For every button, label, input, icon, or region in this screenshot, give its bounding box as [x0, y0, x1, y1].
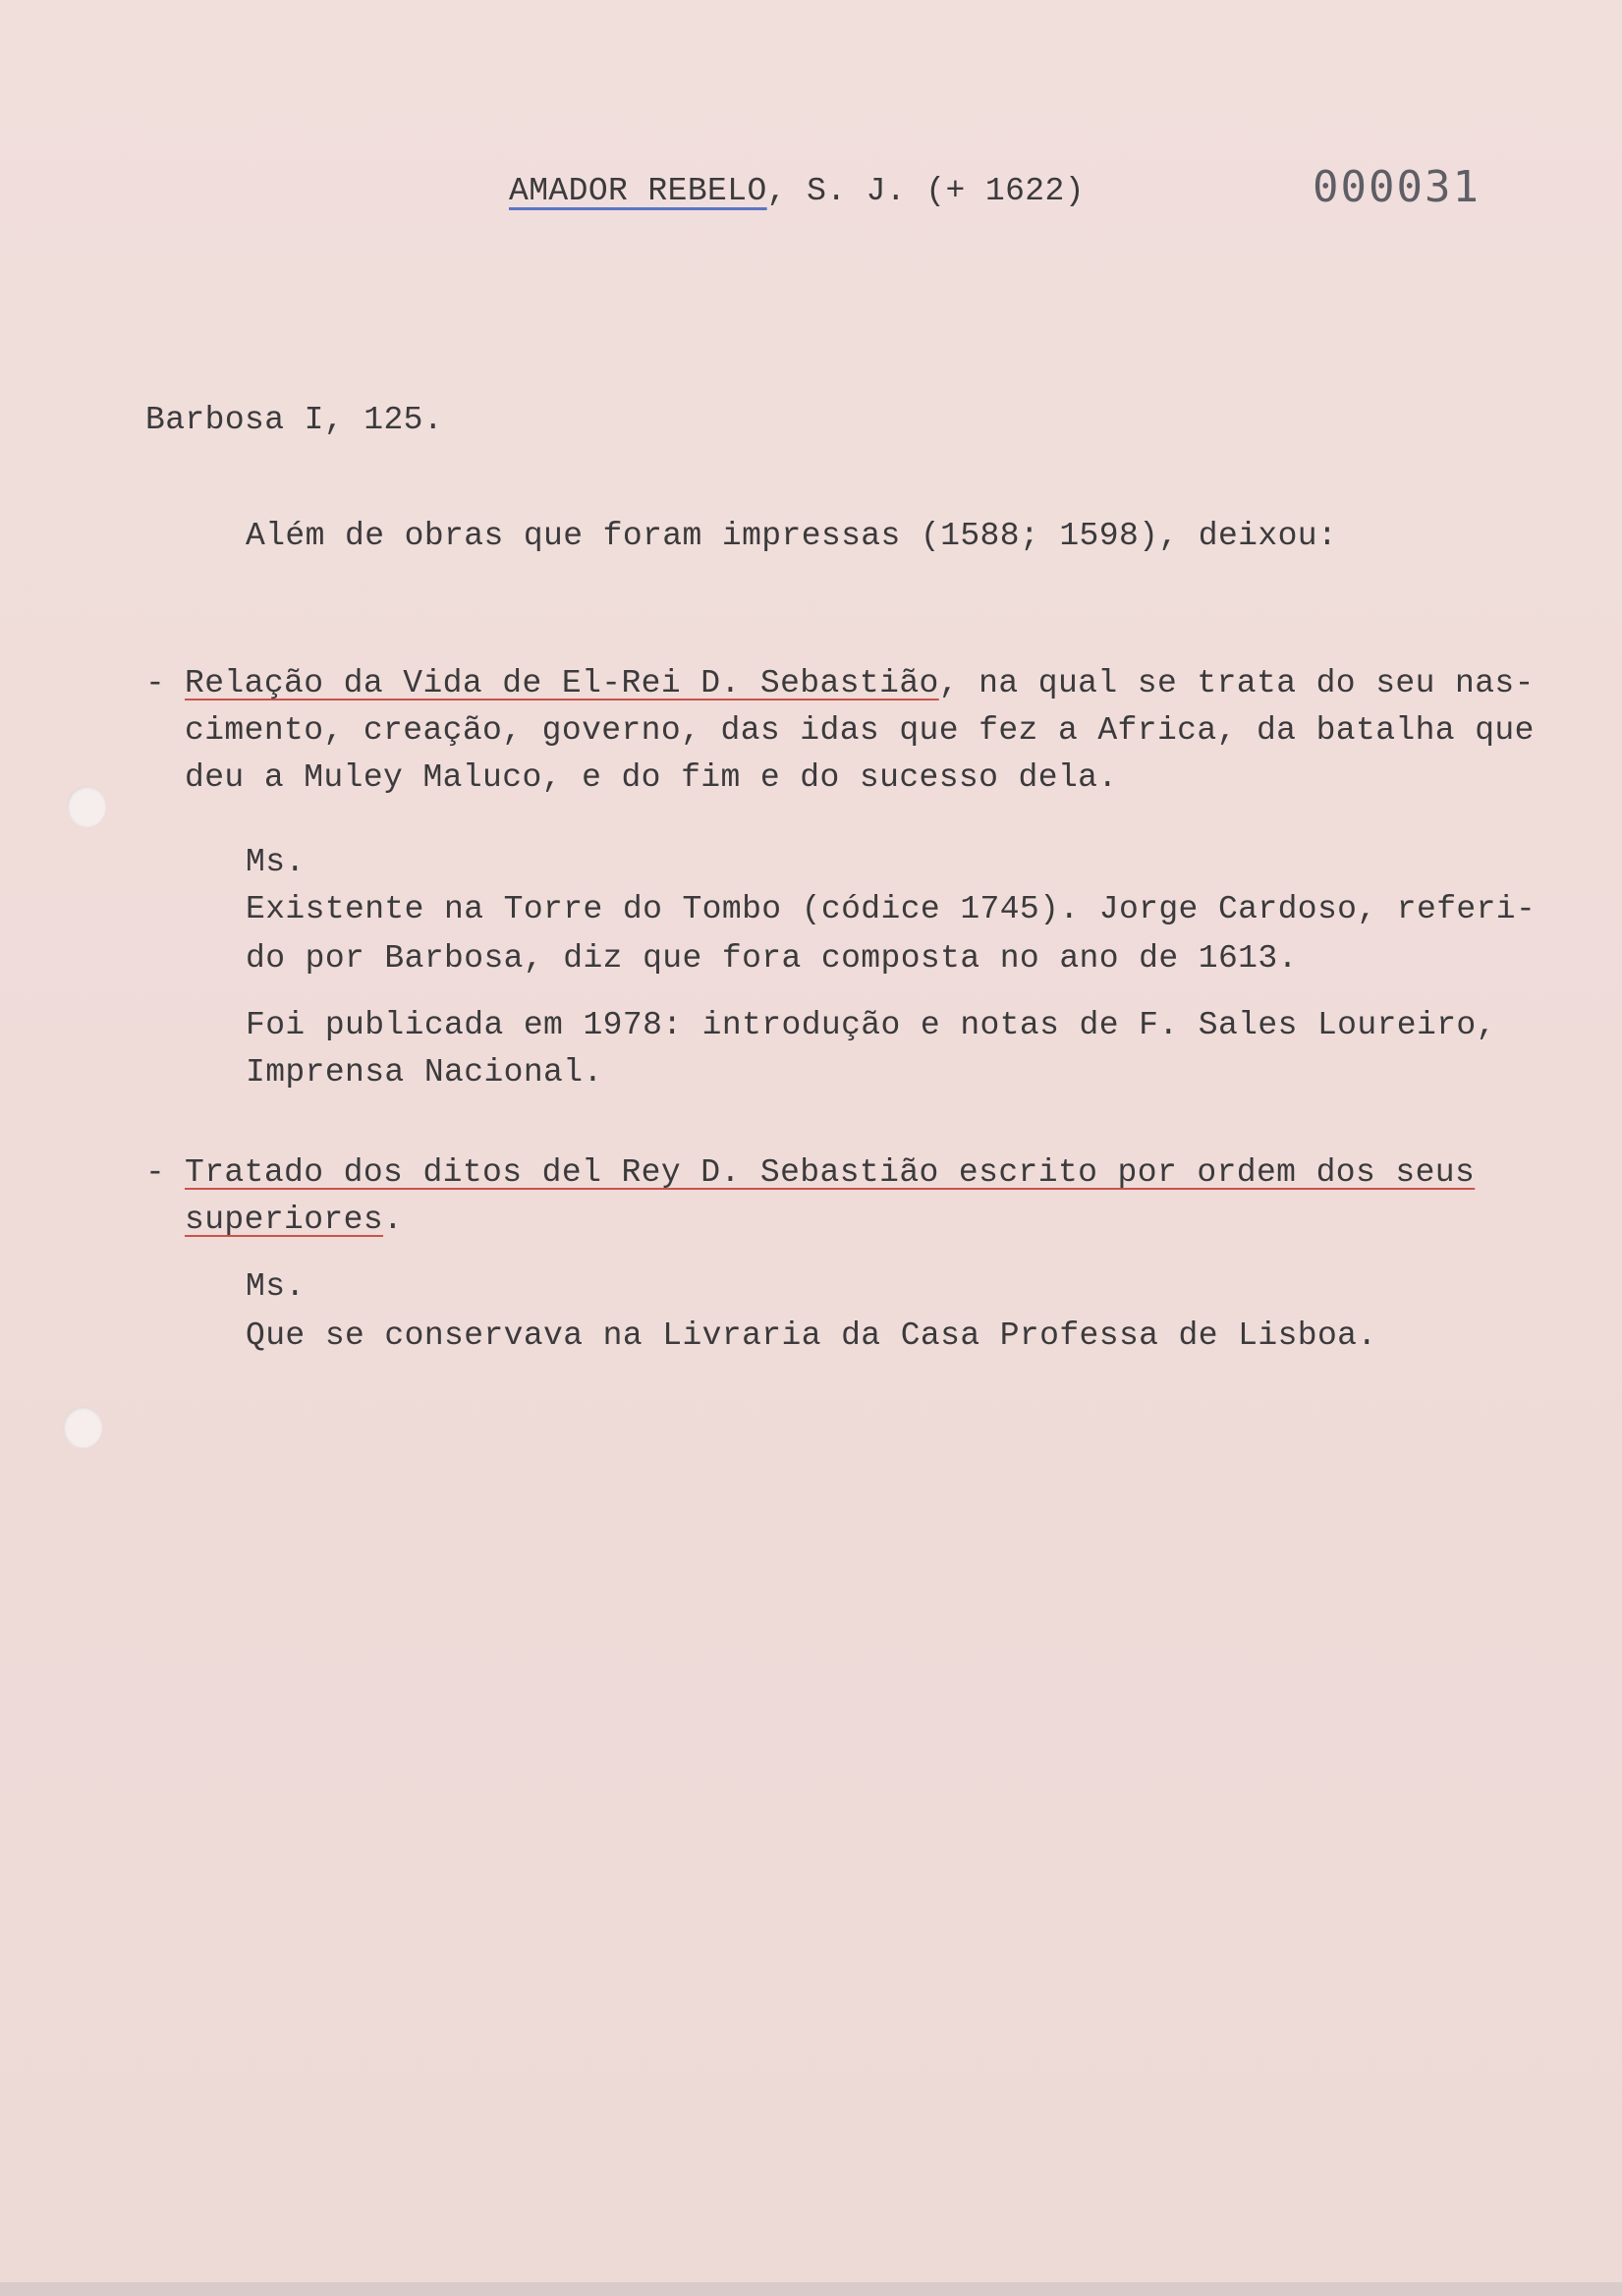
entry-1-title-rest: , na qual se trata do seu nas-	[938, 665, 1535, 701]
punch-hole-lower	[63, 1407, 102, 1448]
bibliographic-reference: Barbosa I, 125.	[145, 402, 444, 438]
entry-2-dash: -	[145, 1154, 166, 1191]
author-name: AMADOR REBELO	[509, 173, 767, 209]
entry-1-note-line-1: Existente na Torre do Tombo (códice 1745). Jorge Cardoso, referi-	[246, 891, 1537, 927]
entry-2-title-part-1: Tratado dos ditos del Rey D. Sebastião escrito por ordem dos seus	[185, 1154, 1476, 1191]
entry-1-dash: -	[145, 665, 166, 701]
entry-2-note-line-1: Que se conservava na Livraria da Casa Professa de Lisboa.	[246, 1317, 1377, 1354]
entry-1-title: Relação da Vida de El-Rei D. Sebastião	[185, 665, 939, 701]
author-suffix: , S. J. (+ 1622)	[766, 173, 1085, 209]
entry-2-title-line-1	[185, 1153, 1475, 1193]
scan-edge	[0, 2282, 1622, 2296]
entry-1-note-line-2: do por Barbosa, diz que fora composta no ano de 1613.	[246, 940, 1298, 977]
catalog-number-stamp: 000031	[1313, 162, 1481, 212]
entry-2-ms: Ms.	[246, 1268, 306, 1305]
document-header	[509, 172, 1085, 211]
entry-1-desc-line-1: cimento, creação, governo, das idas que fez a Africa, da batalha que	[185, 712, 1535, 749]
entry-2-title-end: .	[383, 1202, 404, 1238]
entry-2-title-part-2: superiores	[185, 1202, 384, 1238]
entry-1-ms: Ms.	[246, 844, 306, 880]
intro-paragraph: Além de obras que foram impressas (1588; 1598), deixou:	[246, 518, 1338, 554]
entry-1-note-line-3: Foi publicada em 1978: introdução e notas de F. Sales Loureiro,	[246, 1007, 1496, 1043]
entry-2-title-line-2	[185, 1201, 403, 1240]
entry-1-title-line	[185, 664, 1535, 703]
punch-hole-upper	[67, 786, 106, 827]
entry-1-note-line-4: Imprensa Nacional.	[246, 1054, 603, 1091]
entry-1-desc-line-2: deu a Muley Maluco, e do fim e do sucesso dela.	[185, 759, 1118, 796]
